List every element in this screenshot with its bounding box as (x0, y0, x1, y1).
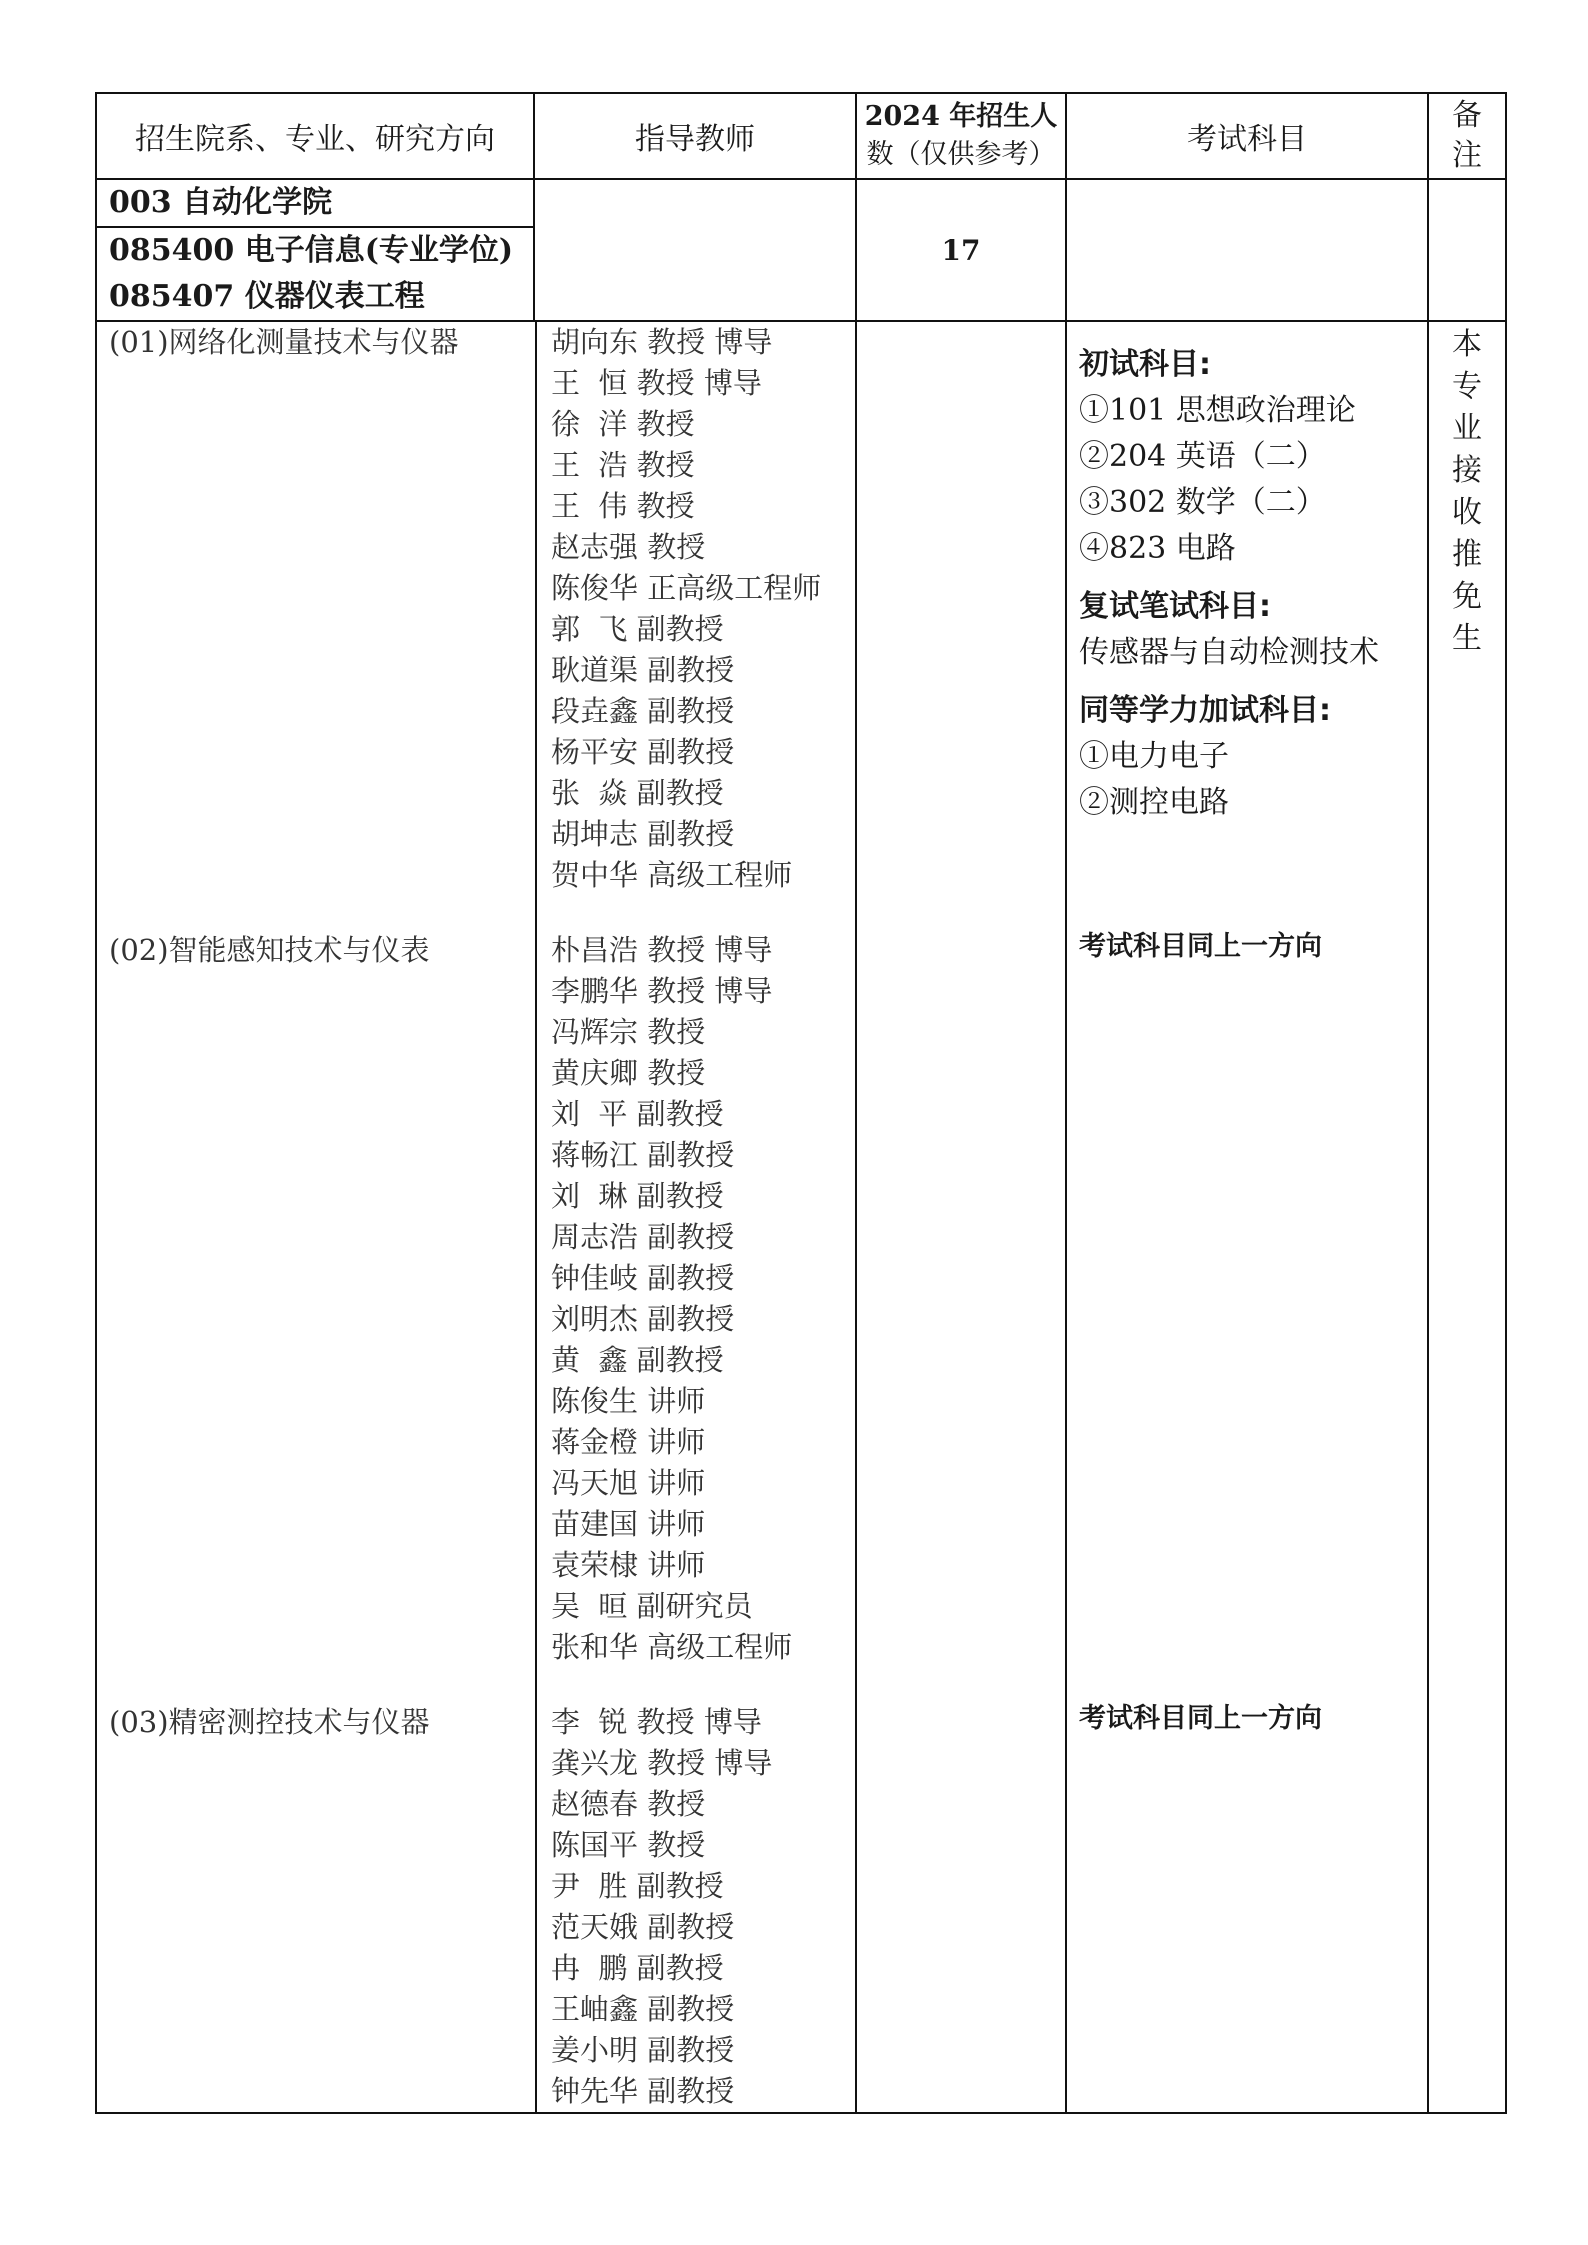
teacher-entry: 冯辉宗 教授 (551, 1015, 706, 1049)
teacher-entry: 冯天旭 讲师 (551, 1466, 706, 1500)
header-enrollment-line2: 数（仅供参考） (866, 139, 1056, 170)
note-char: 生 (1452, 621, 1482, 656)
teacher-entry: 胡坤志 副教授 (551, 817, 735, 851)
equiv-item-1: ①电力电子 (1079, 739, 1229, 774)
teacher-entry: 袁荣棣 讲师 (551, 1548, 706, 1582)
note-char: 接 (1452, 453, 1482, 488)
note-char: 推 (1452, 537, 1482, 572)
enrollment-table (95, 92, 1507, 2114)
equiv-item-2: ②测控电路 (1079, 785, 1229, 820)
note-cell (1428, 321, 1506, 2113)
note-char: 收 (1452, 495, 1482, 530)
directions-enroll-empty (856, 321, 1066, 2113)
header-note (1428, 93, 1506, 179)
teacher-entry: 张和华 高级工程师 (551, 1630, 793, 1664)
teacher-entry: 龚兴龙 教授 博导 (551, 1746, 773, 1780)
teacher-entry: 朴昌浩 教授 博导 (551, 933, 773, 967)
teacher-entry: 刘明杰 副教授 (551, 1302, 735, 1336)
teacher-entry: 杨平安 副教授 (551, 735, 735, 769)
note-char: 免 (1452, 579, 1482, 614)
teacher-entry: 王 恒 教授 博导 (551, 366, 762, 400)
header-row (96, 93, 1506, 179)
equiv-heading: 同等学力加试科目: (1079, 693, 1331, 728)
major-name: 085400 电子信息(专业学位) (109, 233, 514, 268)
directions-cell (96, 321, 856, 2113)
teacher-entry: 王 浩 教授 (551, 448, 695, 482)
exam-cell (1066, 321, 1428, 2113)
header-note-line2: 注 (1452, 138, 1482, 173)
teacher-entry: 李鹏华 教授 博导 (551, 974, 773, 1008)
teacher-entry: 苗建国 讲师 (551, 1507, 706, 1541)
direction-title: (03)精密测控技术与仪器 (109, 1705, 430, 1739)
teacher-entry: 李 锐 教授 博导 (551, 1705, 762, 1739)
teacher-list (535, 322, 855, 896)
teacher-entry: 贺中华 高级工程师 (551, 858, 793, 892)
directions-row (96, 321, 1506, 2113)
note-char: 业 (1452, 411, 1482, 446)
teacher-entry: 吴 晅 副研究员 (551, 1589, 753, 1623)
teacher-entry: 王岫鑫 副教授 (551, 1992, 735, 2026)
field-name: 085407 仪器仪表工程 (109, 279, 425, 314)
initial-item-4: ④823 电路 (1079, 531, 1236, 566)
teacher-entry: 蒋金橙 讲师 (551, 1425, 706, 1459)
teacher-entry: 刘 平 副教授 (551, 1097, 724, 1131)
initial-item-2: ②204 英语（二） (1079, 439, 1326, 474)
same-as-above-02: 考试科目同上一方向 (1079, 931, 1322, 962)
teacher-entry: 钟佳岐 副教授 (551, 1261, 735, 1295)
teacher-entry: 刘 琳 副教授 (551, 1179, 724, 1213)
teacher-entry: 陈俊华 正高级工程师 (551, 571, 822, 605)
teacher-entry: 陈俊生 讲师 (551, 1384, 706, 1418)
teacher-entry: 赵志强 教授 (551, 530, 706, 564)
direction-block (97, 1702, 855, 2112)
teacher-entry: 王 伟 教授 (551, 489, 695, 523)
teacher-column-divider (535, 322, 537, 2112)
teacher-entry: 段垚鑫 副教授 (551, 694, 735, 728)
program-teacher-empty (534, 179, 856, 321)
header-direction: 招生院系、专业、研究方向 (96, 93, 534, 179)
teacher-entry: 冉 鹏 副教授 (551, 1951, 724, 1985)
teacher-entry: 周志浩 副教授 (551, 1220, 735, 1254)
retest-item: 传感器与自动检测技术 (1079, 635, 1379, 670)
exam-subjects (1067, 322, 1427, 826)
initial-heading: 初试科目: (1079, 347, 1211, 382)
note-char: 专 (1452, 369, 1482, 404)
direction-title: (02)智能感知技术与仪表 (109, 933, 430, 967)
teacher-list (535, 930, 855, 1668)
initial-item-3: ③302 数学（二） (1079, 485, 1326, 520)
initial-item-1: ①101 思想政治理论 (1079, 393, 1356, 428)
teacher-entry: 郭 飞 副教授 (551, 612, 724, 646)
program-info (96, 179, 534, 321)
note-char: 本 (1452, 327, 1482, 362)
header-enrollment-line1: 2024 年招生人 (864, 101, 1058, 132)
header-teacher: 指导教师 (534, 93, 856, 179)
header-enrollment (856, 93, 1066, 179)
teacher-entry: 姜小明 副教授 (551, 2033, 735, 2067)
header-exam: 考试科目 (1066, 93, 1428, 179)
teacher-entry: 尹 胜 副教授 (551, 1869, 724, 1903)
teacher-entry: 钟先华 副教授 (551, 2074, 735, 2108)
direction-title: (01)网络化测量技术与仪器 (109, 325, 459, 359)
same-as-above-03: 考试科目同上一方向 (1079, 1703, 1322, 1734)
teacher-entry: 胡向东 教授 博导 (551, 325, 773, 359)
header-note-line1: 备 (1452, 98, 1482, 133)
teacher-entry: 陈国平 教授 (551, 1828, 706, 1862)
note-text (1429, 322, 1505, 660)
teacher-entry: 黄庆卿 教授 (551, 1056, 706, 1090)
teacher-entry: 徐 洋 教授 (551, 407, 695, 441)
teacher-entry: 蒋畅江 副教授 (551, 1138, 735, 1172)
direction-block (97, 930, 855, 1668)
teacher-entry: 黄 鑫 副教授 (551, 1343, 724, 1377)
teacher-entry: 张 焱 副教授 (551, 776, 724, 810)
document-page (95, 92, 1505, 2114)
enrollment-count: 17 (856, 179, 1066, 321)
teacher-list (535, 1702, 855, 2112)
teacher-entry: 耿道渠 副教授 (551, 653, 735, 687)
retest-heading: 复试笔试科目: (1079, 589, 1271, 624)
college-name: 003 自动化学院 (97, 180, 533, 228)
teacher-entry: 范天娥 副教授 (551, 1910, 735, 1944)
program-exam-empty (1066, 179, 1428, 321)
program-row (96, 179, 1506, 321)
direction-block (97, 322, 855, 896)
directions-list (97, 322, 855, 2112)
teacher-entry: 赵德春 教授 (551, 1787, 706, 1821)
program-note-empty (1428, 179, 1506, 321)
